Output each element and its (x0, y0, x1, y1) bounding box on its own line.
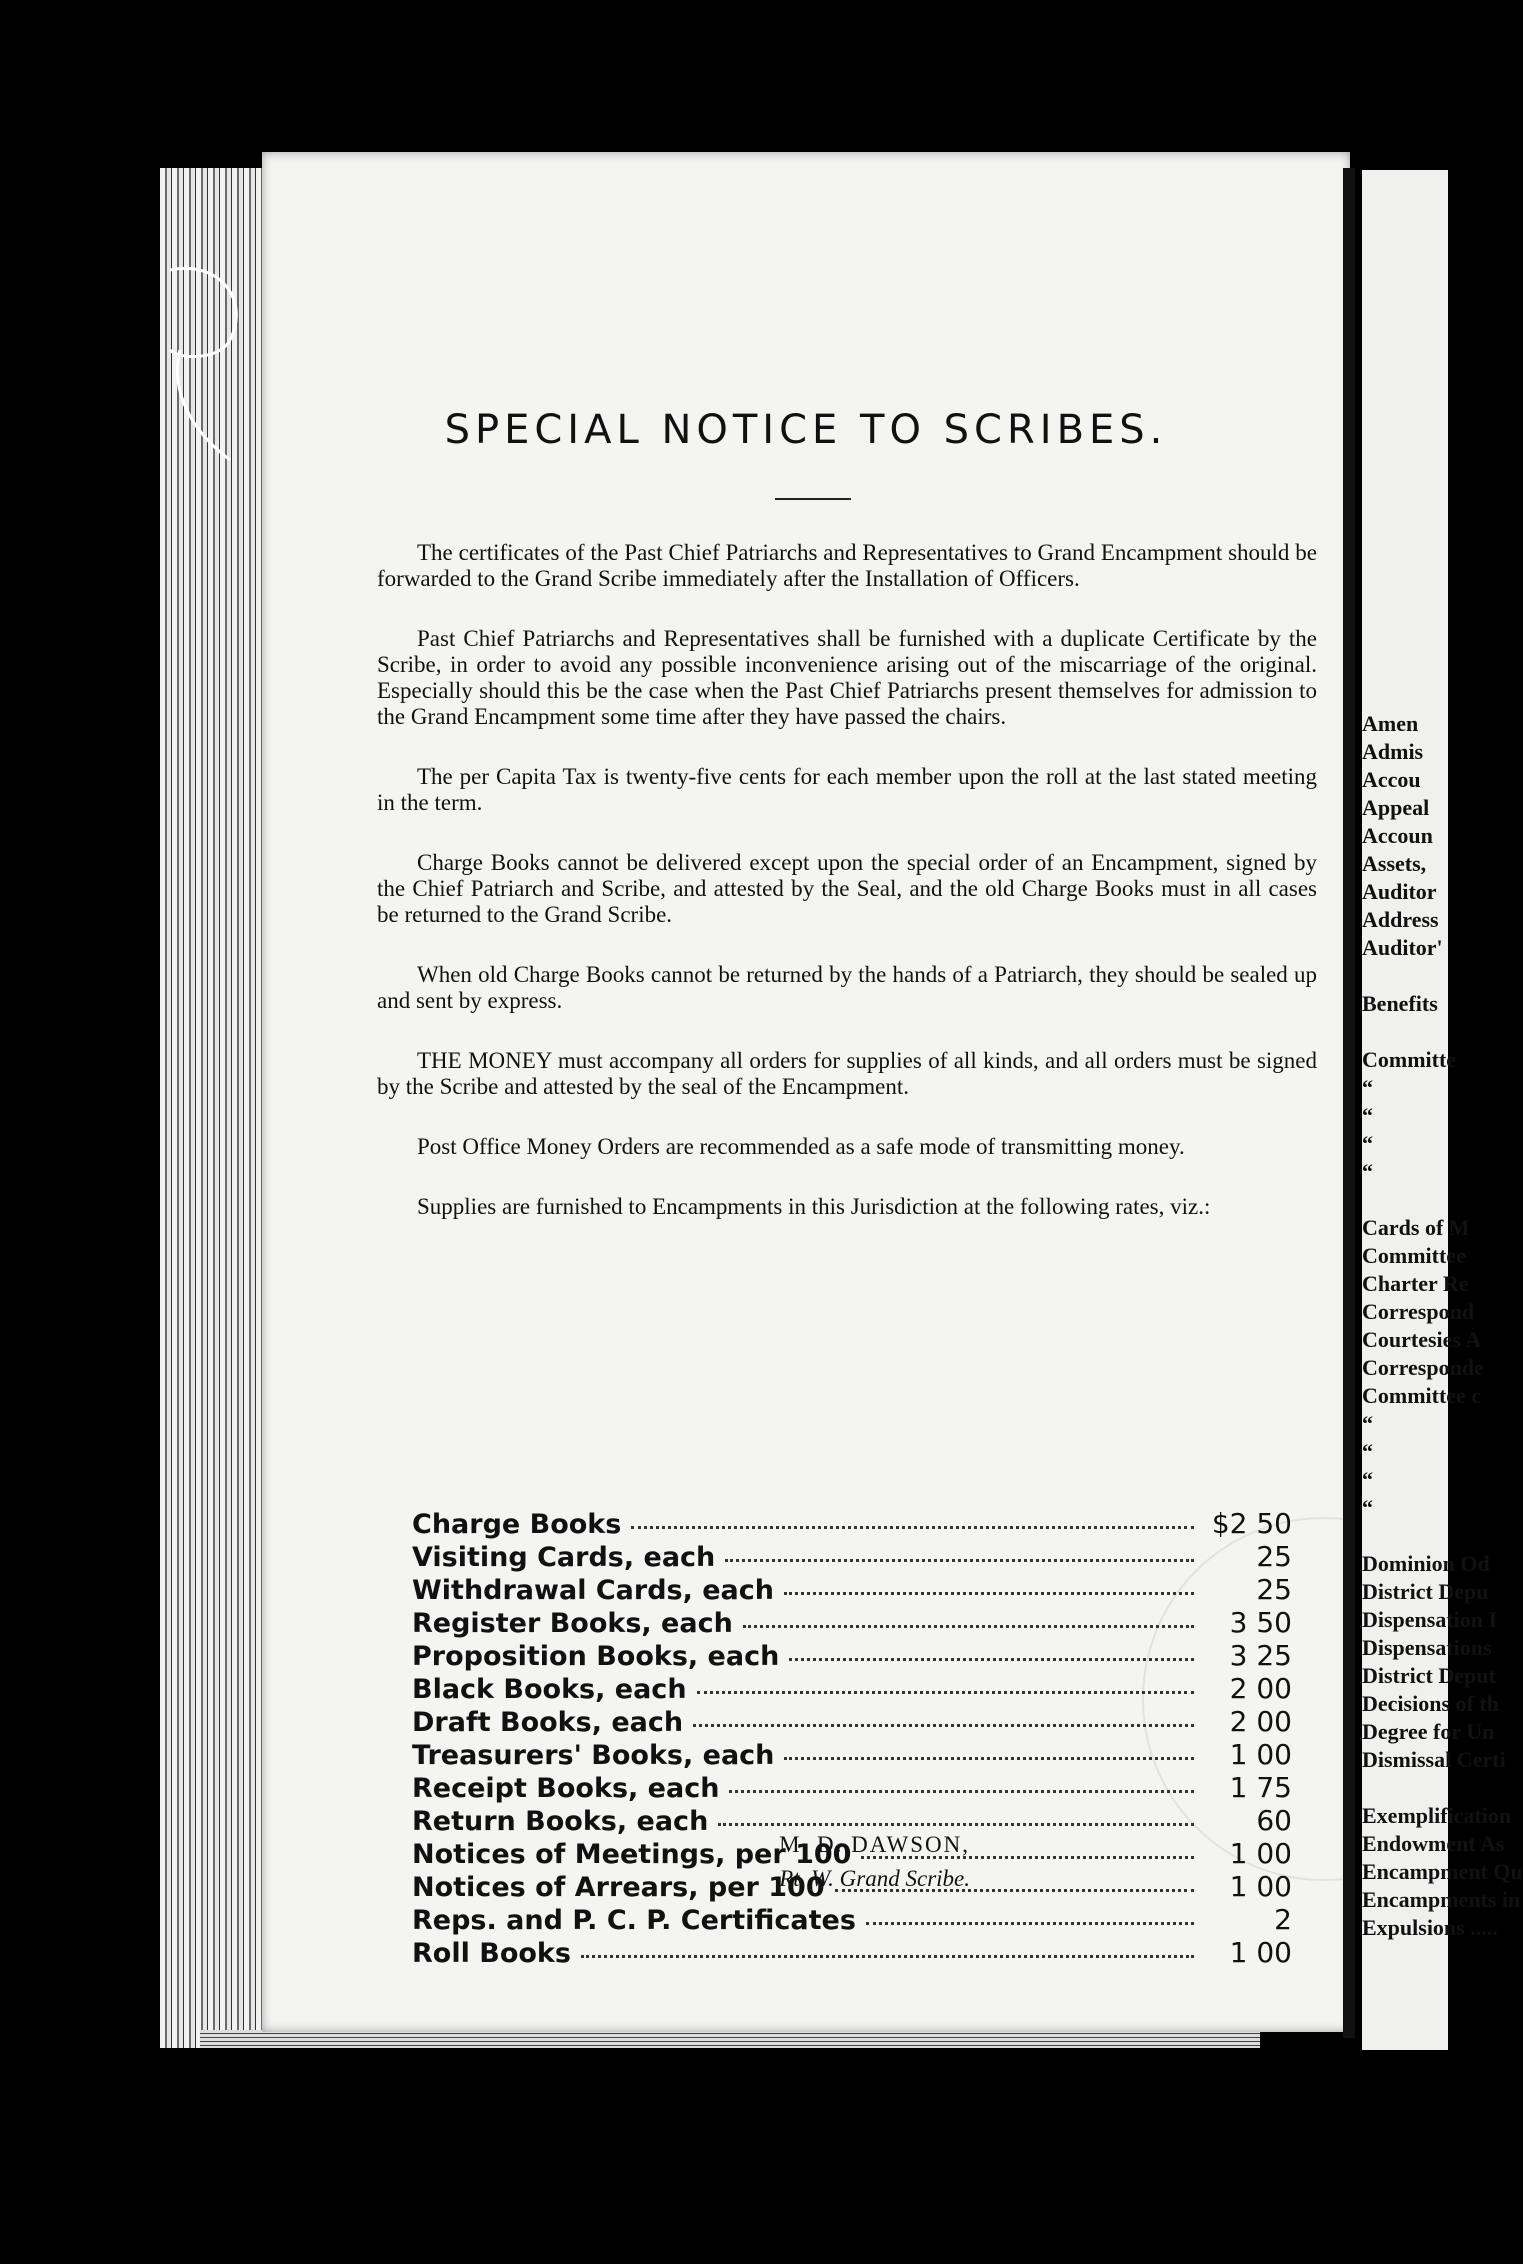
index-entry: “ (1362, 1467, 1373, 1492)
price-row (412, 1507, 1292, 1539)
index-entry: Address (1362, 907, 1439, 932)
price-value: 1 00 (1229, 1936, 1292, 1969)
dot-leader (631, 1526, 1194, 1529)
paragraph-money-orders: Post Office Money Orders are recommended as a safe mode of transmitting money. (417, 1134, 1185, 1159)
dot-leader (743, 1625, 1194, 1628)
index-entry (1362, 1774, 1448, 1802)
price-row (412, 1903, 1292, 1935)
index-entry: Charter Re (1362, 1271, 1469, 1296)
index-entry: “ (1362, 1159, 1373, 1184)
price-value: 2 00 (1229, 1672, 1292, 1705)
price-list (412, 1507, 1292, 1969)
index-entry: Assets, (1362, 851, 1427, 876)
index-entry: Exemplification (1362, 1803, 1512, 1828)
index-entry (1362, 1522, 1448, 1550)
index-entry: Appeal (1362, 795, 1430, 820)
index-entry: Amen (1362, 711, 1419, 736)
index-entry: Courtesies A (1362, 1327, 1482, 1352)
price-row (412, 1672, 1292, 1704)
price-value: 25 (1256, 1540, 1292, 1573)
price-item: Treasurers' Books, each (412, 1740, 775, 1771)
price-row (412, 1738, 1292, 1770)
page-title: SPECIAL NOTICE TO SCRIBES. (444, 407, 1168, 453)
price-row (412, 1639, 1292, 1671)
price-value: 25 (1256, 1573, 1292, 1606)
price-item: Receipt Books, each (412, 1773, 720, 1804)
dot-leader (693, 1724, 1194, 1727)
index-entry: Cards of M (1362, 1215, 1470, 1240)
index-entry: District Depu (1362, 1579, 1489, 1604)
index-entry: Dominion Od (1362, 1551, 1490, 1576)
price-row (412, 1936, 1292, 1968)
index-entry: Expulsions ..... (1362, 1915, 1498, 1940)
price-item: Notices of Meetings, per 100 (412, 1839, 852, 1870)
price-item: Roll Books (412, 1938, 571, 1969)
facing-page-index (1362, 170, 1523, 2050)
paragraph-certificates: The certificates of the Past Chief Patriarchs and Representatives to Grand Encampment should be forwarded to the Grand Scribe immediately after the Installation of Officers. (377, 540, 1317, 591)
price-item: Charge Books (412, 1509, 622, 1540)
index-entry: Corresponde (1362, 1355, 1484, 1380)
book-spine-gutter (1343, 168, 1355, 2038)
price-value: 60 (1256, 1804, 1292, 1837)
book-page (262, 152, 1350, 2032)
signature-name: M. D. DAWSON, (779, 1832, 970, 1857)
paragraph-old-charge-books: When old Charge Books cannot be returned by the hands of a Patriarch, they should be sealed up and sent by express. (377, 962, 1317, 1013)
notice-body (377, 540, 1317, 1254)
signature-title: Rt. W. Grand Scribe. (779, 1866, 970, 1891)
price-item: Draft Books, each (412, 1707, 684, 1738)
price-value: 1 00 (1229, 1870, 1292, 1903)
index-entry: Auditor' (1362, 935, 1443, 960)
paragraph-charge-books: Charge Books cannot be delivered except upon the special order of an Encampment, signed by the Chief Patriarch and Scribe, and attested by the Seal, and the old Charge Books must in all cases be returned to the Grand Scribe. (377, 850, 1317, 927)
dot-leader (729, 1790, 1194, 1793)
price-value: 1 00 (1229, 1738, 1292, 1771)
paragraph-money: THE MONEY must accompany all orders for supplies of all kinds, and all orders must be signed by the Scribe and attested by the seal of the Encampment. (377, 1048, 1317, 1099)
index-entry: Encampments in (1362, 1887, 1521, 1912)
price-row (412, 1705, 1292, 1737)
dot-leader (581, 1955, 1194, 1958)
price-item: Proposition Books, each (412, 1641, 780, 1672)
paragraph-supplies: Supplies are furnished to Encampments in this Jurisdiction at the following rates, viz.: (417, 1194, 1211, 1219)
price-value: 1 75 (1229, 1771, 1292, 1804)
signature-block (640, 1832, 970, 1892)
index-entry: “ (1362, 1439, 1373, 1464)
index-entry (1362, 1186, 1448, 1214)
index-entry: Accoun (1362, 823, 1433, 848)
index-entry: Dismissal Certi (1362, 1747, 1506, 1772)
price-value: $2 50 (1211, 1507, 1292, 1540)
dot-leader (866, 1922, 1194, 1925)
price-row (412, 1771, 1292, 1803)
index-entry: “ (1362, 1131, 1373, 1156)
index-entry: Accou (1362, 767, 1421, 792)
index-entry: Committee c (1362, 1383, 1482, 1408)
price-item: Reps. and P. C. P. Certificates (412, 1905, 856, 1936)
price-item: Return Books, each (412, 1806, 709, 1837)
index-entry: Committe (1362, 1047, 1457, 1072)
dot-leader (725, 1559, 1194, 1562)
price-item: Withdrawal Cards, each (412, 1575, 775, 1606)
price-row (412, 1606, 1292, 1638)
paragraph-duplicate-certificates: Past Chief Patriarchs and Representatives shall be furnished with a duplicate Certificate by the Scribe, in order to avoid any possible inconvenience arising out of the miscarriage of the original. Especially should this be the case when the Past Chief Patriarchs present themselves for admission to the Grand Encampment some time after they have passed the chairs. (377, 626, 1317, 729)
index-entry: Dispensation I (1362, 1607, 1498, 1632)
index-entry: Admis (1362, 739, 1424, 764)
dot-leader (784, 1592, 1194, 1595)
index-entry: Encampment Qu (1362, 1859, 1523, 1884)
index-entry: Dispensations (1362, 1635, 1492, 1660)
index-entry: Auditor (1362, 879, 1437, 904)
index-entry: “ (1362, 1411, 1373, 1436)
dot-leader (718, 1823, 1194, 1826)
index-entry: “ (1362, 1075, 1373, 1100)
price-item: Black Books, each (412, 1674, 687, 1705)
price-row (412, 1573, 1292, 1605)
index-entry: Committee (1362, 1243, 1466, 1268)
margin-scribble (160, 260, 270, 480)
index-entry: “ (1362, 1103, 1373, 1128)
dot-leader (789, 1658, 1194, 1661)
index-entry: Endowment As (1362, 1831, 1505, 1856)
price-value: 1 00 (1229, 1837, 1292, 1870)
price-item: Notices of Arrears, per 100 (412, 1872, 825, 1903)
index-entry: Decisions of th (1362, 1691, 1499, 1716)
index-entry: Degree for Un (1362, 1719, 1495, 1744)
price-value: 3 25 (1229, 1639, 1292, 1672)
price-value: 3 50 (1229, 1606, 1292, 1639)
price-item: Visiting Cards, each (412, 1542, 716, 1573)
index-entry: Correspond (1362, 1299, 1475, 1324)
page-stack-bottom (200, 2030, 1260, 2048)
index-entry (1362, 1018, 1448, 1046)
dot-leader (697, 1691, 1194, 1694)
paragraph-per-capita-tax: The per Capita Tax is twenty-five cents for each member upon the roll at the last stated meeting in the term. (377, 764, 1317, 815)
price-value: 2 (1274, 1903, 1292, 1936)
index-entry: District Deput (1362, 1663, 1496, 1688)
title-rule (775, 498, 851, 500)
price-row (412, 1540, 1292, 1572)
index-entry: Benefits (1362, 991, 1438, 1016)
index-entry: “ (1362, 1495, 1373, 1520)
dot-leader (784, 1757, 1194, 1760)
price-item: Register Books, each (412, 1608, 733, 1639)
price-value: 2 00 (1229, 1705, 1292, 1738)
index-entry (1362, 962, 1448, 990)
index-column (1362, 710, 1523, 1942)
